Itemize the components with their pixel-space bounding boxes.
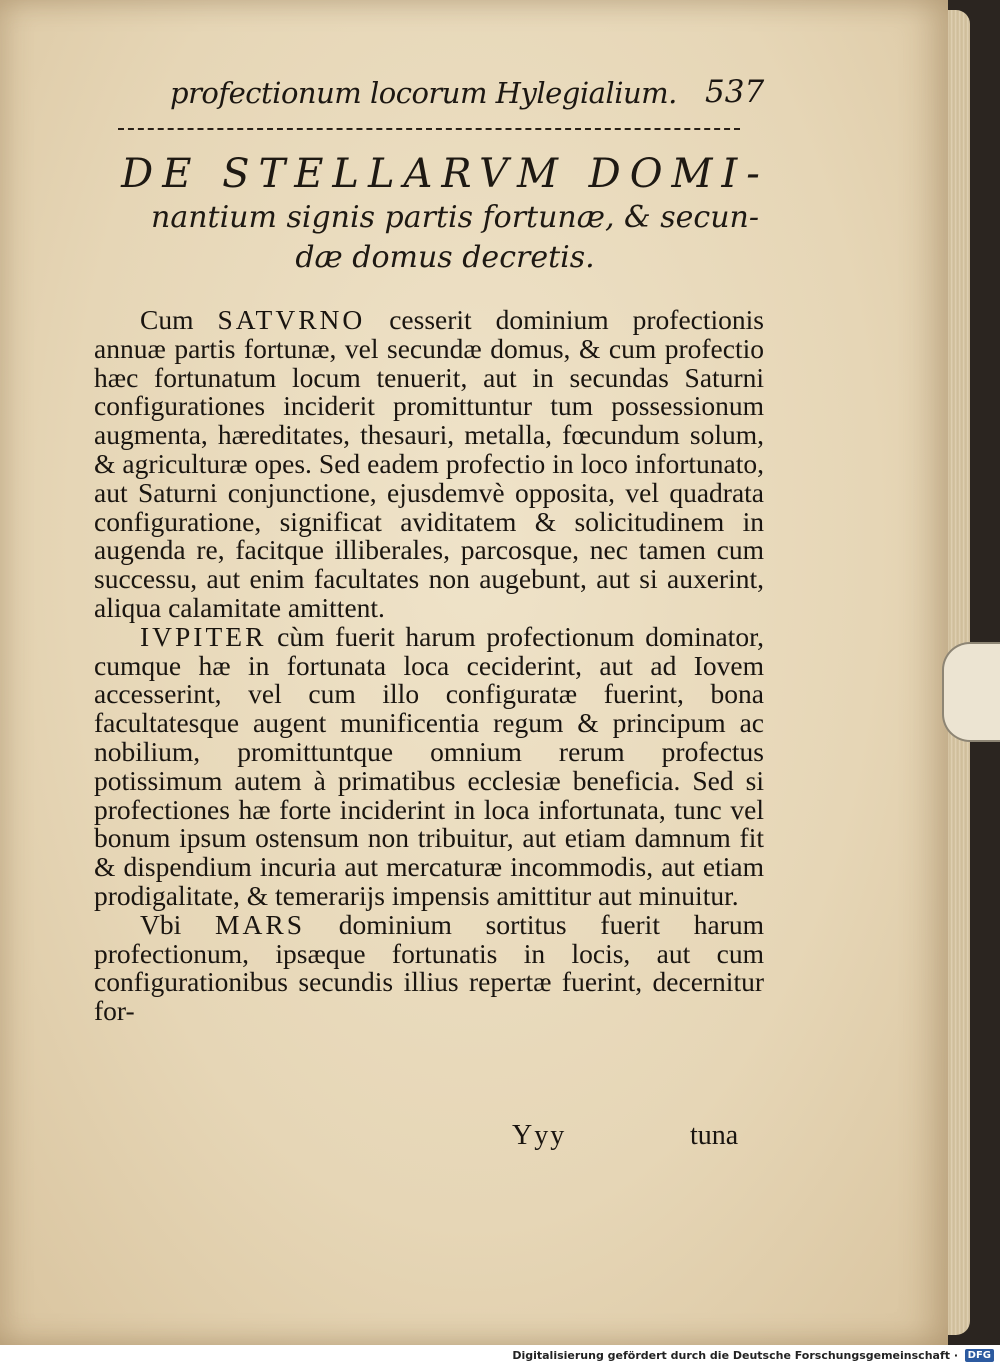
chapter-title bbox=[95, 150, 775, 278]
title-line-3: dæ domus decretis. bbox=[295, 240, 595, 275]
body-text bbox=[94, 306, 764, 1026]
title-line-1: DE STELLARVM DOMI- bbox=[121, 151, 769, 197]
paragraph-lead: Cum bbox=[140, 304, 218, 335]
catchword: tuna bbox=[690, 1120, 739, 1151]
paragraph-saturn bbox=[94, 306, 764, 623]
dfg-logo-icon: DFG bbox=[965, 1349, 994, 1362]
funding-credit: Digitalisierung gefördert durch die Deutsche Forschungsgemeinschaft · bbox=[512, 1349, 958, 1362]
paragraph-jupiter bbox=[94, 620, 764, 911]
planet-name-jupiter: IVPITER bbox=[140, 620, 267, 652]
page-clip bbox=[942, 642, 1000, 742]
planet-name-saturn: SATVRNO bbox=[217, 304, 366, 335]
paragraph-text: dominium sortitus fuerit harum profectionum, ipsæque fortunatis in locis, aut cum configurationibus secundis illius repertæ fuerint, decernitur for- bbox=[94, 908, 765, 1027]
paragraph-text: cùm fuerit harum profectionum dominator, cumque hæ in fortunata loca ceciderint, aut ad Iovem accesserint, vel cum illo configuratæ fuerint, bona facultatesque augent munificentia regum & principum ac nobilium, promittuntque omnium rerum profectus potissimum autem à primatibus ecclesiæ beneficia. Sed si profectiones hæ forte inciderint in loca infortunata, tunc vel bonum ipsum ostensum non tribuitur, aut etiam damnum fit & dispendium incuria aut mercaturæ incommodis, aut etiam prodigalitate, & temerarijs impensis amittitur aut minuitur. bbox=[94, 620, 764, 911]
signature-mark: Yyy bbox=[512, 1120, 567, 1151]
header-rule bbox=[118, 128, 740, 130]
planet-name-mars: MARS bbox=[215, 908, 305, 940]
running-head: profectionum locorum Hylegialium. bbox=[170, 76, 677, 110]
page-number: 537 bbox=[705, 74, 765, 110]
paragraph-text: cesserit dominium profectionis annuæ partis fortunæ, vel secundæ domus, & cum profectio hæc fortunatum locum tenuerit, aut in secundas Saturni configurationes inciderit promittuntur tum possessionum augmenta, hæreditates, thesauri, metalla, fœcundum solum, & agriculturæ opes. Sed eadem profectio in loco infortunato, aut Saturni conjunctione, ejusdemvè opposita, vel quadrata configuratione, significat aviditatem & solicitudinem in augenda re, facitque illiberales, parcosque, nec tamen cum successu, aut enim facultates non augebunt, aut si auxerint, aliqua calamitate amittent. bbox=[94, 304, 764, 623]
paragraph-lead: Vbi bbox=[140, 908, 216, 940]
footer-bar bbox=[0, 1345, 1000, 1368]
paragraph-mars bbox=[94, 908, 765, 1027]
title-line-2: nantium signis partis fortunæ, & secun- bbox=[151, 200, 759, 235]
